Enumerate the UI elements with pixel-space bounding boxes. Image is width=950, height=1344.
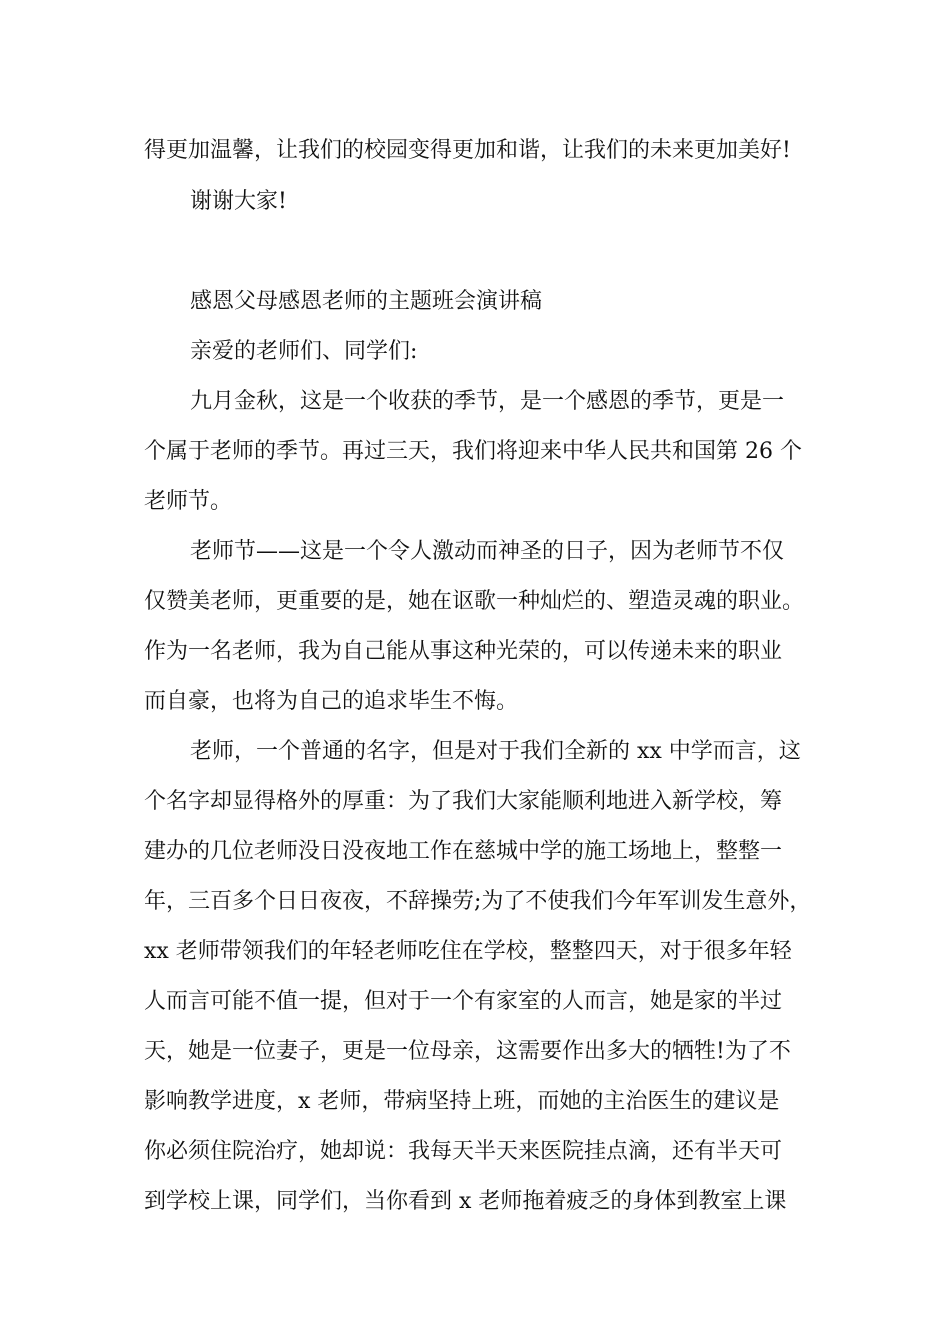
line-text: 影响教学进度，x 老师，带病坚持上班，而她的主治医生的建议是 [144, 1089, 780, 1114]
line-text: 谢谢大家! [190, 189, 287, 214]
line-text: 作为一名老师，我为自己能从事这种光荣的，可以传递未来的职业 [144, 639, 783, 664]
line-text: 九月金秋，这是一个收获的季节，是一个感恩的季节，更是一 [190, 389, 785, 414]
line-text: 而自豪，也将为自己的追求毕生不悔。 [144, 689, 519, 714]
line-text: 仅赞美老师，更重要的是，她在讴歌一种灿烂的、塑造灵魂的职业。 [144, 589, 805, 614]
line-text: 老师节。 [144, 489, 233, 514]
line-text: xx 老师带领我们的年轻老师吃住在学校，整整四天，对于很多年轻 [144, 939, 792, 964]
line-text: 到学校上课，同学们，当你看到 x 老师拖着疲乏的身体到教室上课 [144, 1189, 787, 1214]
line-text: 老师，一个普通的名字，但是对于我们全新的 xx 中学而言，这 [190, 739, 801, 764]
line-text: 个名字却显得格外的厚重：为了我们大家能顺利地进入新学校，筹 [144, 789, 783, 814]
line-text: 得更加温馨，让我们的校园变得更加和谐，让我们的未来更加美好! [144, 138, 791, 163]
line-text: 个属于老师的季节。再过三天，我们将迎来中华人民共和国第 26 个 [144, 439, 802, 464]
salutation-text: 亲爱的老师们、同学们: [190, 339, 418, 364]
line-text: 老师节——这是一个令人激动而神圣的日子，因为老师节不仅 [190, 539, 785, 564]
line-text: 年，三百多个日日夜夜，不辞操劳;为了不使我们今年军训发生意外， [144, 889, 812, 914]
line-text: 人而言可能不值一提，但对于一个有家室的人而言，她是家的半过 [144, 989, 783, 1014]
title-text: 感恩父母感恩老师的主题班会演讲稿 [190, 289, 543, 314]
line-text: 天，她是一位妻子，更是一位母亲，这需要作出多大的牺牲!为了不 [144, 1039, 791, 1064]
line-text: 你必须住院治疗，她却说：我每天半天来医院挂点滴，还有半天可 [144, 1139, 783, 1164]
line-text: 建办的几位老师没日没夜地工作在慈城中学的施工场地上，整整一 [144, 839, 783, 864]
